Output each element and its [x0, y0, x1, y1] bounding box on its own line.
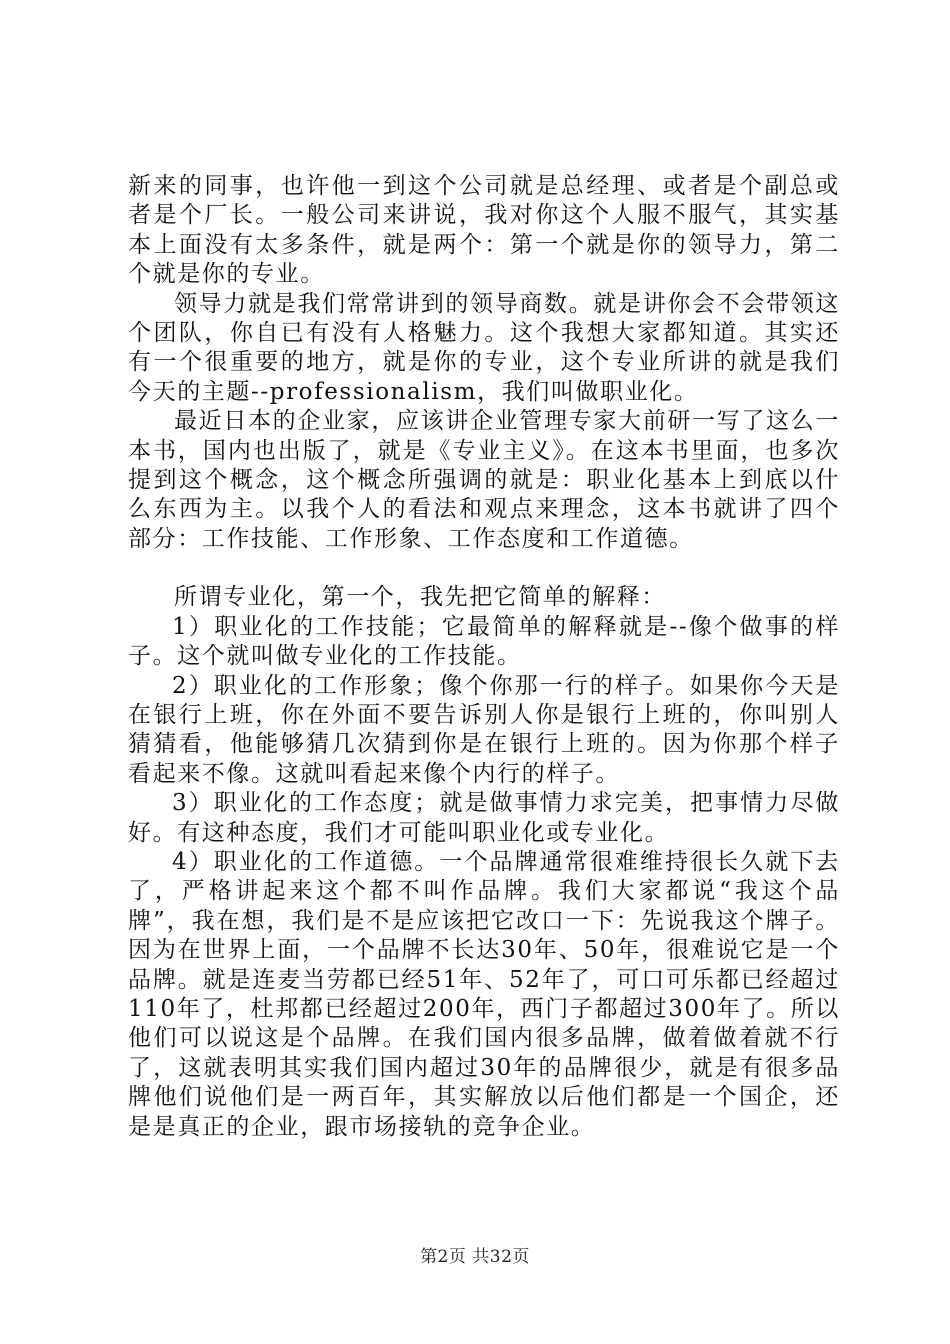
page-footer: 第2页 共32页 — [420, 1247, 530, 1267]
list-item-3: 3）职业化的工作态度；就是做事情力求完美，把事情力尽做好。有这种态度，我们才可能叫职业化或专业化。 — [128, 790, 840, 846]
paragraph-4: 所谓专业化，第一个，我先把它简单的解释： — [174, 584, 666, 611]
list-item-2: 2）职业化的工作形象；像个你那一行的样子。如果你今天是在银行上班，你在外面不要告诉别人你是银行上班的，你叫别人猜猜看，他能够猜几次猜到你是在银行上班的。因为你那个样子看起来不像。这就叫看起来像个内行的样子。 — [128, 672, 840, 787]
list-item-1: 1）职业化的工作技能；它最简单的解释就是--像个做事的样子。这个就叫做专业化的工作技能。 — [128, 613, 840, 670]
document-body — [128, 172, 840, 1142]
paragraph-1: 新来的同事，也许他一到这个公司就是总经理、或者是个副总或者是个厂长。一般公司来讲说，我对你这个人服不服气，其实基本上面没有太多条件，就是两个：第一个就是你的领导力，第二个就是你的专业。 — [128, 173, 840, 288]
paragraph-2: 领导力就是我们常常讲到的领导商数。就是讲你会不会带领这个团队，你自已有没有人格魅力。这个我想大家都知道。其实还有一个很重要的地方，就是你的专业，这个专业所讲的就是我们今天的主题--professionalism，我们叫做职业化。 — [128, 290, 840, 405]
paragraph-3: 最近日本的企业家，应该讲企业管理专家大前研一写了这么一本书，国内也出版了，就是《专业主义》。在这本书里面，也多次提到这个概念，这个概念所强调的就是：职业化基本上到底以什么东西为主。以我个人的看法和观点来理念，这本书就讲了四个部分：工作技能、工作形象、工作态度和工作道德。 — [128, 408, 840, 552]
list-item-4: 4）职业化的工作道德。一个品牌通常很难维持很长久就下去了，严格讲起来这个都不叫作品牌。我们大家都说“我这个品牌”，我在想，我们是不是应该把它改口一下：先说我这个牌子。因为在世界上面，一个品牌不长达30年、50年，很难说它是一个品牌。就是连麦当劳都已经51年、52年了，可口可乐都已经超过110年了，杜邦都已经超过200年，西门子都超过300年了。所以他们可以说这是个品牌。在我们国内很多品牌，做着做着就不行了，这就表明其实我们国内超过30年的品牌很少，就是有很多品牌他们说他们是一两百年，其实解放以后他们都是一个国企，还是是真正的企业，跟市场接轨的竞争企业。 — [128, 848, 840, 1140]
